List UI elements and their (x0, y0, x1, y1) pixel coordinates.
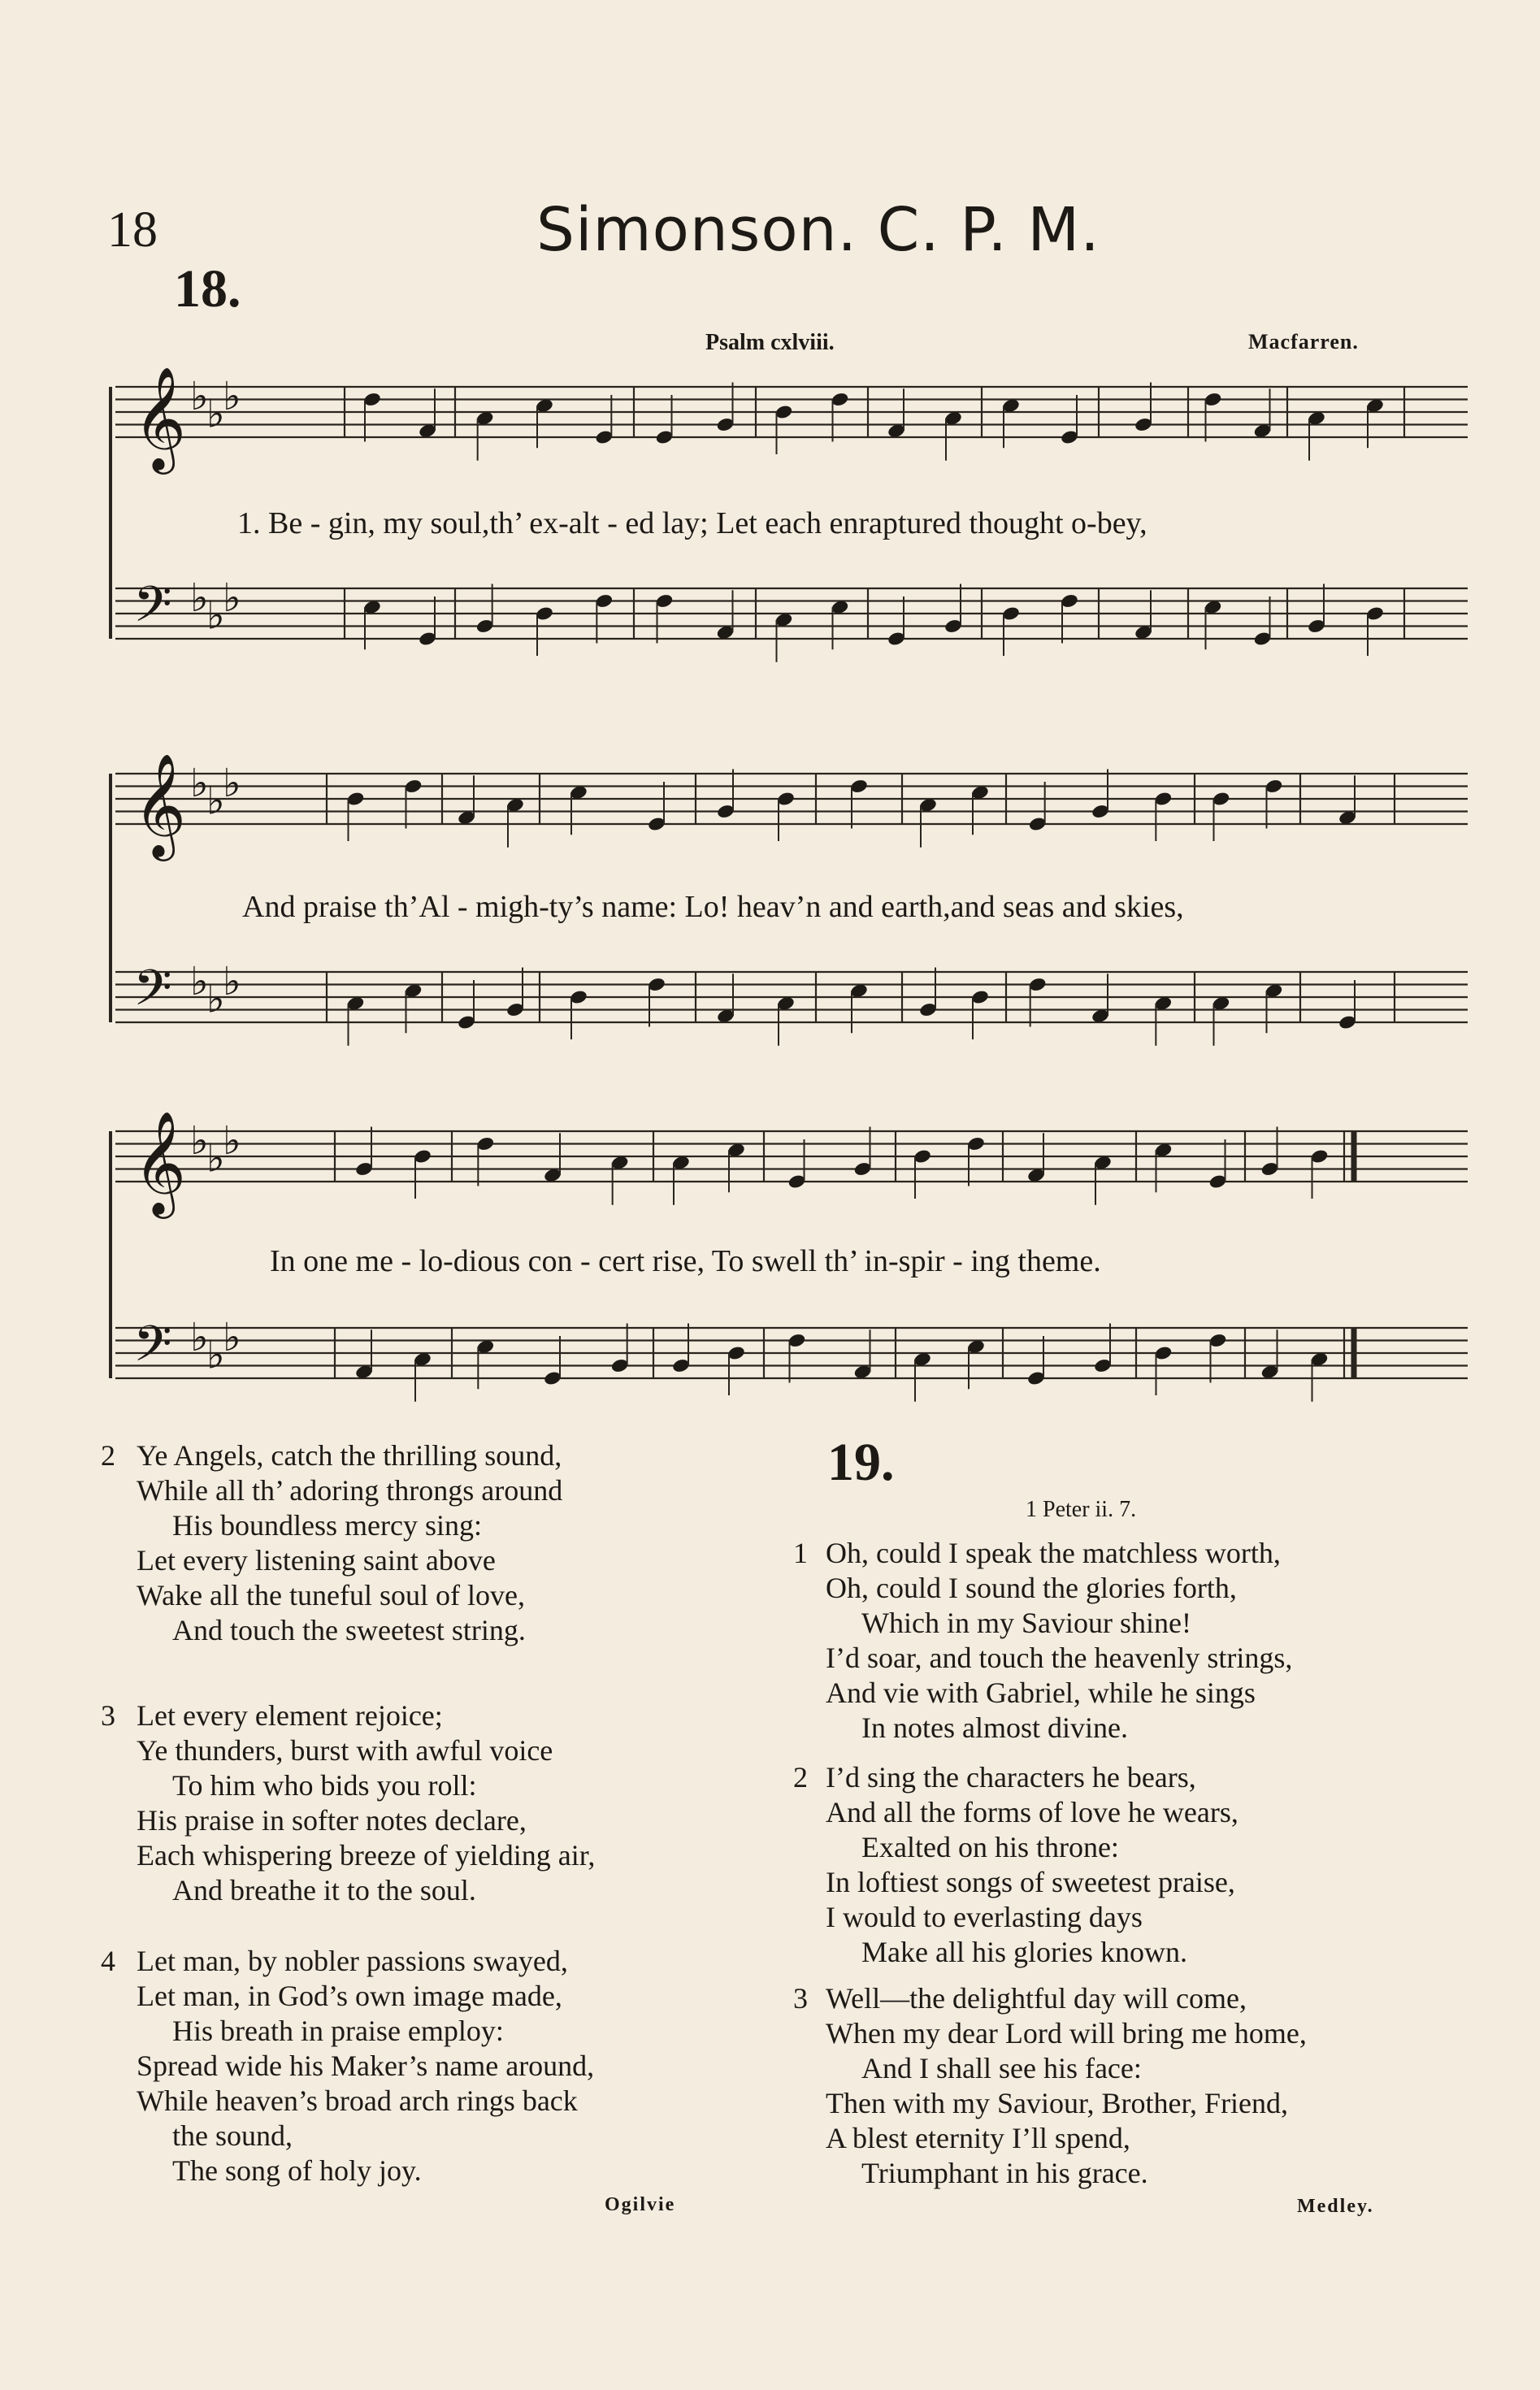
hymn-19-verse-2-number: 2 (793, 1761, 808, 1794)
bass-clef-icon: 𝄢 (133, 959, 172, 1030)
hymn-18-author: Ogilvie (605, 2194, 676, 2215)
hymn-18-scripture-ref: Psalm cxlviii. (705, 330, 835, 355)
page-number: 18 (107, 202, 158, 258)
hymn-19-verse-3-number: 3 (793, 1982, 808, 2015)
verse-line: And breathe it to the soul. (172, 1874, 476, 1906)
verse-line: While all th’ adoring throngs around (137, 1474, 563, 1507)
verse-line: The song of holy joy. (172, 2154, 422, 2187)
flat-icon: ♭ (206, 778, 225, 824)
flat-icon: ♭ (223, 1314, 241, 1360)
verse-line: I’d sing the characters he bears, (826, 1761, 1196, 1794)
verse-line: While heaven’s broad arch rings back (137, 2084, 578, 2117)
verse-line: To him who bids you roll: (172, 1769, 477, 1802)
hymn-19-scripture-ref: 1 Peter ii. 7. (1026, 1497, 1137, 1522)
verse-line: I would to everlasting days (826, 1901, 1143, 1933)
verse-line: I’d soar, and touch the heavenly strings, (826, 1642, 1293, 1674)
verse-line: And vie with Gabriel, while he sings (826, 1676, 1256, 1709)
verse-line: His praise in softer notes declare, (137, 1804, 527, 1837)
hymn-18-number: 18. (174, 259, 241, 319)
verse-line: Spread wide his Maker’s name around, (137, 2050, 595, 2082)
hymn-18-verse-4-number: 4 (101, 1945, 115, 1977)
verse-line: Ye thunders, burst with awful voice (137, 1734, 553, 1767)
hymn-18-lyric-line-3: In one me - lo-dious con - cert rise, To swell th’ in-spir - ing theme. (270, 1244, 1101, 1278)
flat-icon: ♭ (190, 958, 209, 1004)
verse-line: Well—the delightful day will come, (826, 1982, 1247, 2015)
verse-line: Which in my Saviour shine! (861, 1607, 1191, 1639)
flat-icon: ♭ (223, 373, 241, 419)
hymn-18-lyric-line-2: And praise th’Al - migh-ty’s name: Lo! heav’n and earth,and seas and skies, (242, 890, 1184, 924)
verse-line: And touch the sweetest string. (172, 1614, 526, 1646)
hymn-18-verse-2 (137, 1438, 562, 1648)
verse-line: the sound, (172, 2119, 293, 2152)
verse-line: Oh, could I speak the matchless worth, (826, 1537, 1281, 1569)
verse-line: A blest eternity I’ll spend, (826, 2122, 1130, 2154)
treble-clef-icon: 𝄞 (133, 366, 187, 470)
flat-icon: ♭ (206, 1135, 225, 1182)
hymn-18-verse-4 (137, 1944, 594, 2188)
hymn-18-verse-3-number: 3 (101, 1699, 115, 1732)
flat-icon: ♭ (206, 1332, 225, 1378)
hymn-19-number: 19. (827, 1433, 895, 1492)
bass-clef-icon: 𝄢 (133, 575, 172, 646)
verse-line: And I shall see his face: (861, 2052, 1142, 2084)
verse-line: In loftiest songs of sweetest praise, (826, 1866, 1235, 1898)
verse-line: When my dear Lord will bring me home, (826, 2017, 1307, 2050)
hymn-18-composer: Macfarren. (1248, 330, 1359, 354)
bass-clef-icon: 𝄢 (133, 1315, 172, 1386)
hymn-19-verse-3 (826, 1981, 1307, 2191)
verse-line: In notes almost divine. (861, 1711, 1128, 1744)
verse-line: Each whispering breeze of yielding air, (137, 1839, 596, 1872)
flat-icon: ♭ (190, 1314, 209, 1360)
verse-line: Let every element rejoice; (137, 1699, 443, 1732)
verse-line: Ye Angels, catch the thrilling sound, (137, 1439, 562, 1472)
flat-icon: ♭ (206, 592, 225, 639)
verse-line: His breath in praise employ: (172, 2015, 504, 2047)
flat-icon: ♭ (206, 391, 225, 437)
verse-line: Then with my Saviour, Brother, Friend, (826, 2087, 1289, 2119)
flat-icon: ♭ (206, 976, 225, 1022)
verse-line: Wake all the tuneful soul of love, (137, 1579, 525, 1611)
hymn-19-verse-1-number: 1 (793, 1537, 808, 1569)
hymn-18-verse-3 (137, 1698, 595, 1908)
verse-line: Let every listening saint above (137, 1544, 496, 1577)
flat-icon: ♭ (223, 1117, 241, 1164)
treble-clef-icon: 𝄞 (133, 753, 187, 857)
flat-icon: ♭ (190, 1117, 209, 1164)
treble-clef-icon: 𝄞 (133, 1110, 187, 1214)
verse-line: Oh, could I sound the glories forth, (826, 1572, 1237, 1604)
verse-line: Let man, by nobler passions swayed, (137, 1945, 568, 1977)
flat-icon: ♭ (190, 575, 209, 621)
flat-icon: ♭ (223, 575, 241, 621)
hymn-19-verse-2 (826, 1760, 1239, 1970)
verse-line: Triumphant in his grace. (861, 2157, 1148, 2189)
verse-line: Let man, in God’s own image made, (137, 1980, 562, 2012)
verse-line: Exalted on his throne: (861, 1831, 1119, 1863)
hymn-19-author: Medley. (1297, 2196, 1374, 2217)
page-title: Simonson. C. P. M. (536, 195, 1100, 265)
verse-line: Make all his glories known. (861, 1936, 1187, 1968)
flat-icon: ♭ (190, 373, 209, 419)
hymn-18-verse-2-number: 2 (101, 1439, 115, 1472)
flat-icon: ♭ (190, 760, 209, 806)
hymn-18-lyric-line-1: 1. Be - gin, my soul,th’ ex-alt - ed lay; Let each enraptured thought o-bey, (237, 506, 1147, 540)
verse-line: His boundless mercy sing: (172, 1509, 482, 1542)
verse-line: And all the forms of love he wears, (826, 1796, 1239, 1828)
flat-icon: ♭ (223, 760, 241, 806)
hymn-19-verse-1 (826, 1536, 1292, 1746)
flat-icon: ♭ (223, 958, 241, 1004)
